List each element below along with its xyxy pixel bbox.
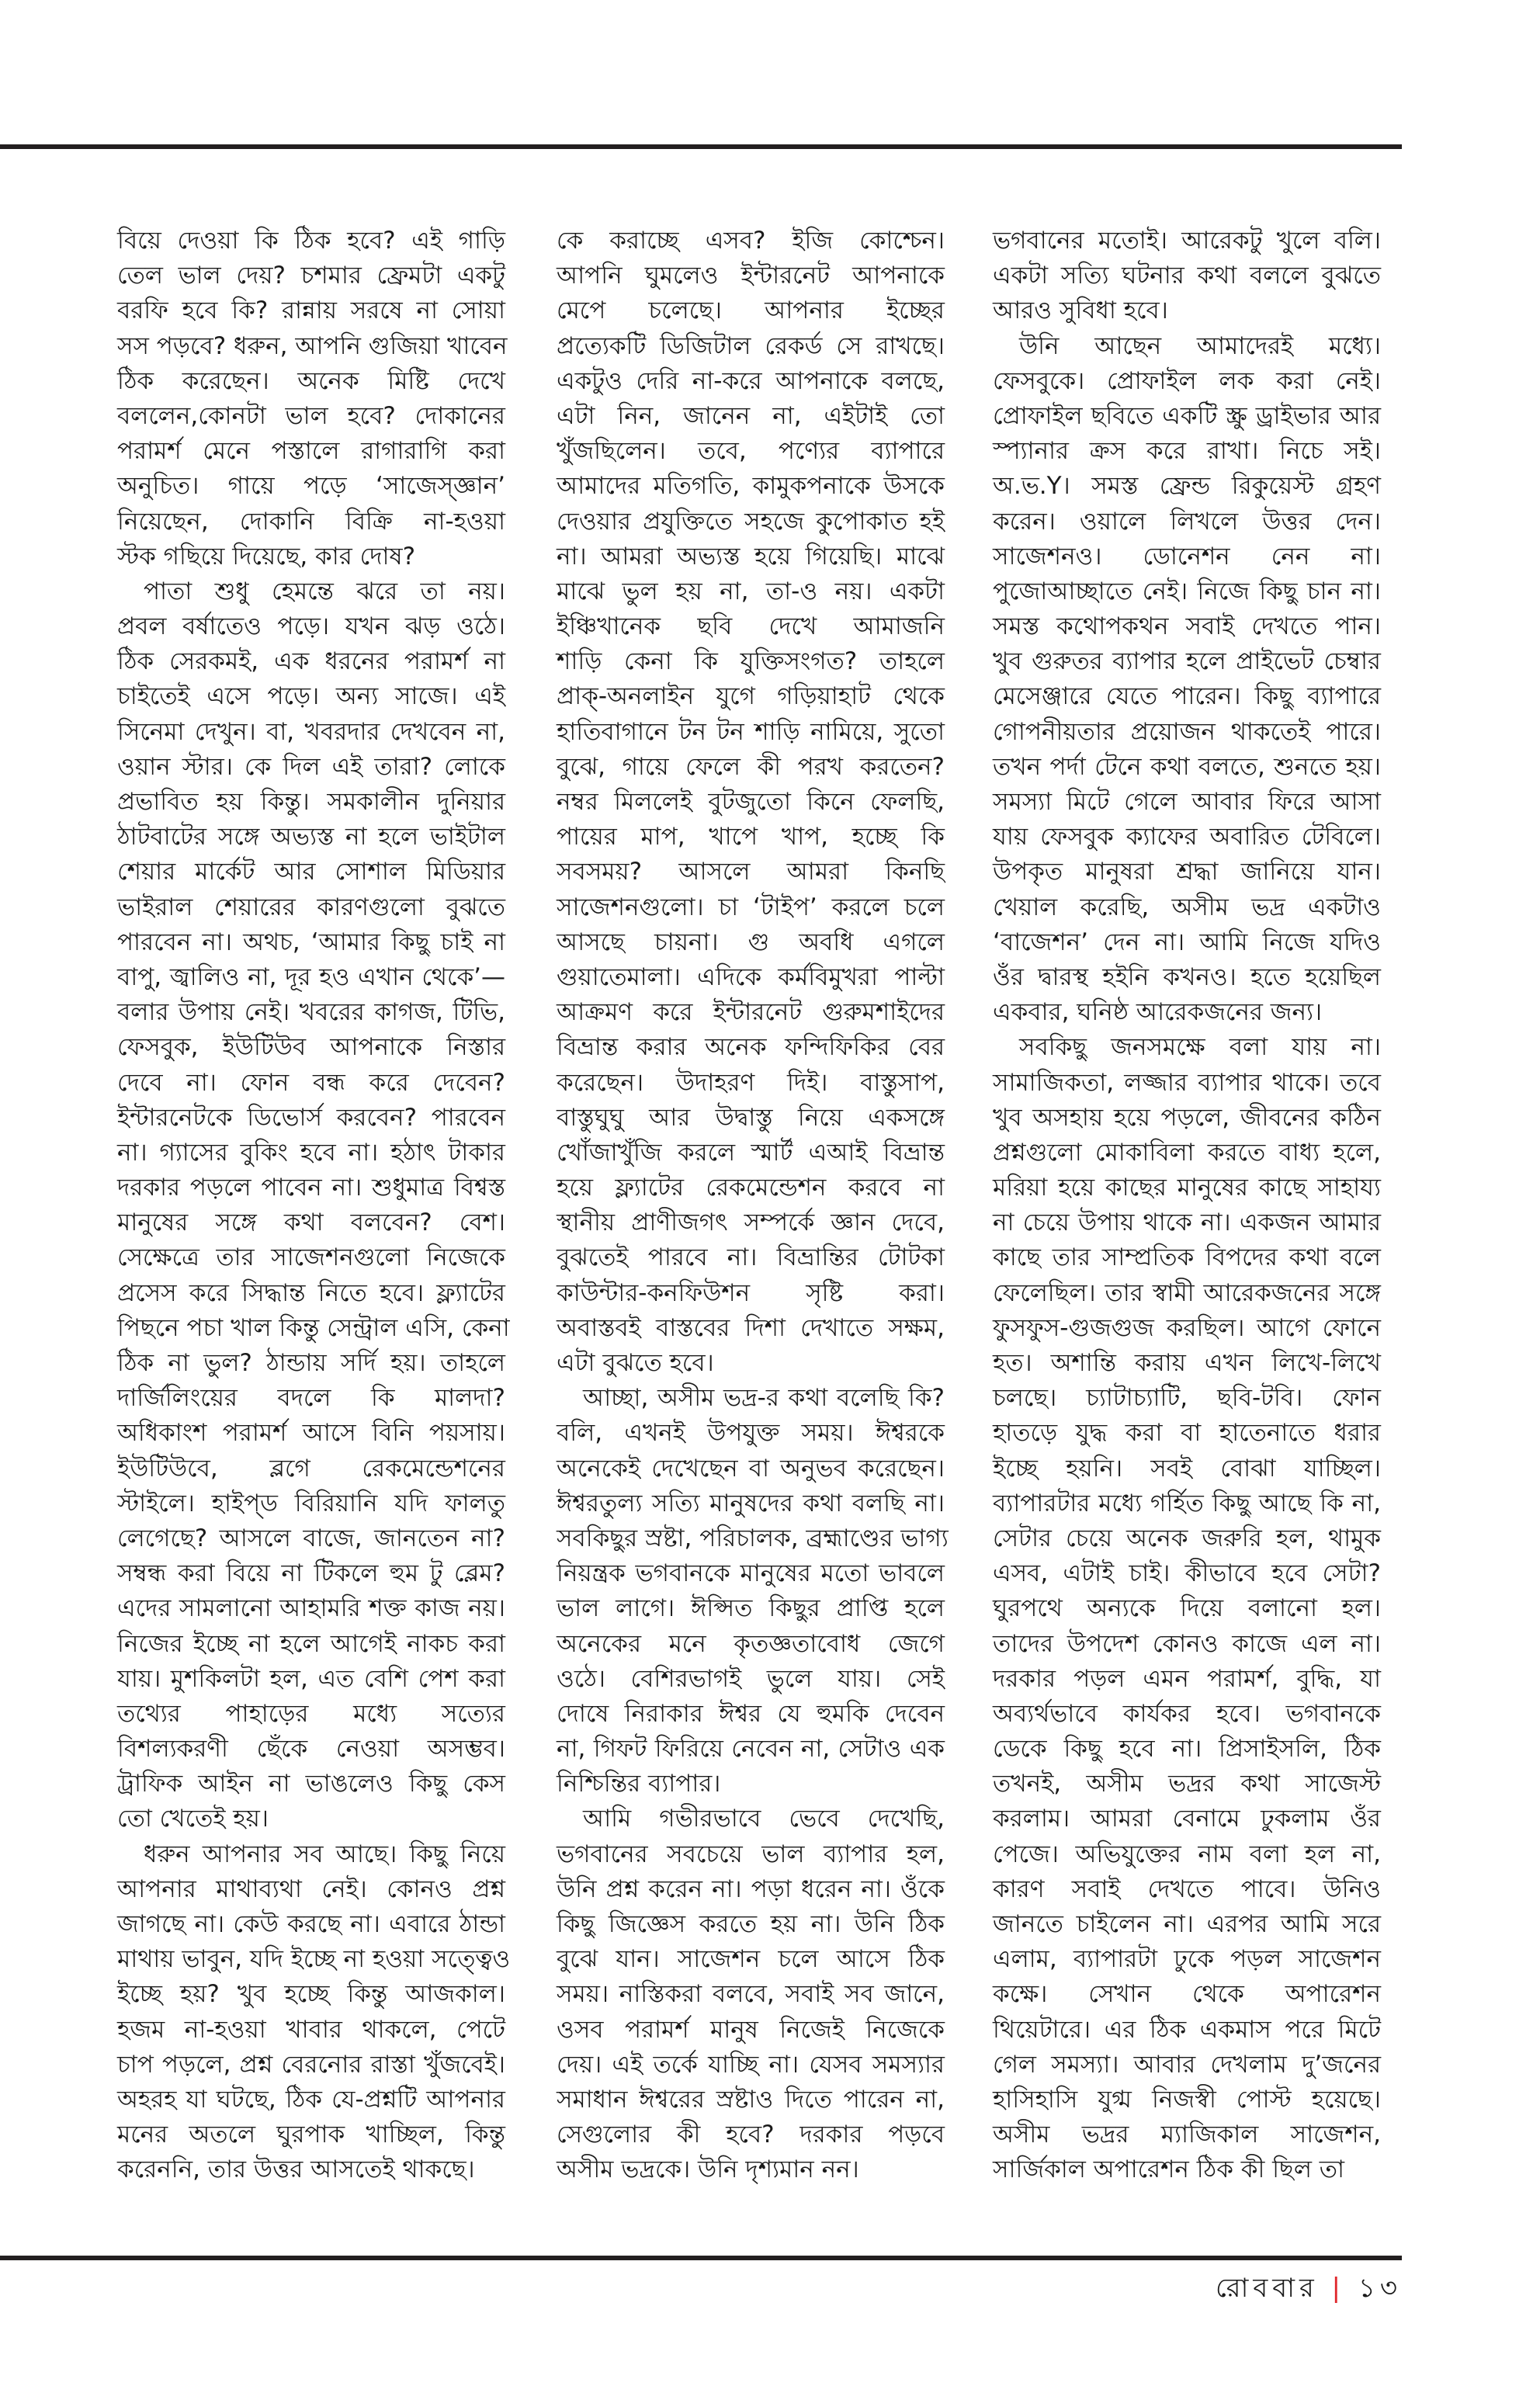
text-line: গেল সমস্যা। আবার দেখলাম দু’জনের xyxy=(993,2050,1381,2079)
text-line: আপনার মাথাব্যথা নেই। কোনও প্রশ্ন xyxy=(117,1875,505,1903)
text-line: হয়ে ফ্ল্যাটের রেকমেন্ডেশন করবে না xyxy=(557,1174,945,1202)
text-line: বিয়ে দেওয়া কি ঠিক হবে? এই গাড়ি xyxy=(117,227,505,255)
page-footer xyxy=(1216,2268,1402,2312)
text-line: দরকার পড়ল এমন পরামর্শ, বুদ্ধি, যা xyxy=(993,1664,1381,1693)
text-line: তেল ভাল দেয়? চশমার ফ্রেমটা একটু xyxy=(117,262,505,290)
text-line: ফেলেছিল। তার স্বামী আরেকজনের সঙ্গে xyxy=(993,1278,1381,1307)
text-line: মেসেঞ্জারে যেতে পারেন। কিছু ব্যাপারে xyxy=(993,682,1381,711)
text-line: অবাস্তবই বাস্তবের দিশা দেখাতে সক্ষম, xyxy=(557,1313,945,1342)
text-line: দরকার পড়লে পাবেন না। শুধুমাত্র বিশ্বস্ত xyxy=(117,1174,505,1202)
text-line: না, গিফট ফিরিয়ে নেবেন না, সেটাও এক xyxy=(557,1735,945,1764)
text-line: দেবে না। ফোন বন্ধ করে দেবেন? xyxy=(117,1068,505,1097)
text-line: ট্রাফিক আইন না ভাঙলেও কিছু কেস xyxy=(117,1770,505,1798)
text-line: বাপু, জ্বালিও না, দূর হও এখান থেকে’— xyxy=(117,962,505,991)
text-line: করেন। ওয়ালে লিখলে উত্তর দেন। xyxy=(993,507,1381,536)
text-line: ইচ্ছে হয়? খুব হচ্ছে কিন্তু আজকাল। xyxy=(117,1980,505,2009)
text-line: কিছু জিজ্ঞেস করতে হয় না। উনি ঠিক xyxy=(557,1910,945,1938)
text-line: তাদের উপদেশ কোনও কাজে এল না। xyxy=(993,1629,1381,1658)
text-line: ঠাটবাটের সঙ্গে অভ্যস্ত না হলে ভাইটাল xyxy=(117,823,505,851)
text-line: প্রোফাইল ছবিতে একটি স্ক্রু ড্রাইভার আর xyxy=(993,401,1381,430)
text-line: প্রভাবিত হয় কিন্তু। সমকালীন দুনিয়ার xyxy=(117,788,505,816)
text-line: দার্জিলিংয়ের বদলে কি মালদা? xyxy=(117,1384,505,1413)
top-rule xyxy=(0,144,1402,149)
text-line: হাতিবাগানে টন টন শাড়ি নামিয়ে, সুতো xyxy=(557,717,945,746)
text-line: খেয়াল করেছি, অসীম ভদ্র একটাও xyxy=(993,893,1381,921)
text-line: বলি, এখনই উপযুক্ত সময়। ঈশ্বরকে xyxy=(557,1419,945,1448)
text-line: আমাদের মতিগতি, কামুকপনাকে উসকে xyxy=(557,472,945,501)
text-line: স্প্যানার ক্রস করে রাখা। নিচে সই। xyxy=(993,437,1381,466)
text-line: পিছনে পচা খাল কিন্তু সেন্ট্রাল এসি, কেনা xyxy=(117,1313,510,1342)
text-line: ইন্টারনেটকে ডিভোর্স করবেন? পারবেন xyxy=(117,1103,505,1132)
text-line: সবকিছুর স্রষ্টা, পরিচালক, ব্রহ্মাণ্ডের ভাগ্য xyxy=(557,1524,949,1552)
text-line: তো খেতেই হয়। xyxy=(117,1805,269,1833)
text-line: একটুও দেরি না-করে আপনাকে বলছে, xyxy=(557,366,945,395)
text-line: অসীম ভদ্রর ম্যাজিকাল সাজেশন, xyxy=(993,2121,1381,2149)
text-line: জানতে চাইলেন না। এরপর আমি সরে xyxy=(993,1910,1381,1938)
text-line: ফেসবুক, ইউটিউব আপনাকে নিস্তার xyxy=(117,1033,505,1062)
text-line: দেওয়ার প্রযুক্তিতে সহজে কুপোকাত হই xyxy=(557,507,945,536)
text-line: থিয়েটারে। এর ঠিক একমাস পরে মিটে xyxy=(993,2015,1381,2044)
text-line: বাস্তুঘুঘু আর উদ্বাস্তু নিয়ে একসঙ্গে xyxy=(557,1103,945,1132)
text-line: তখনই, অসীম ভদ্রর কথা সাজেস্ট xyxy=(993,1770,1381,1798)
text-line: ডেকে কিছু হবে না। প্রিসাইসলি, ঠিক xyxy=(993,1735,1381,1764)
text-line: সবকিছু জনসমক্ষে বলা যায় না। xyxy=(1019,1033,1381,1062)
text-line: মানুষের সঙ্গে কথা বলবেন? বেশ। xyxy=(117,1209,505,1237)
text-line: নিজের ইচ্ছে না হলে আগেই নাকচ করা xyxy=(117,1629,505,1658)
text-line: অসীম ভদ্রকে। উনি দৃশ্যমান নন। xyxy=(557,2155,859,2184)
text-line: ভাইরাল শেয়ারের কারণগুলো বুঝতে xyxy=(117,893,505,921)
text-line: অব্যর্থভাবে কার্যকর হবে। ভগবানকে xyxy=(993,1699,1381,1728)
text-line: সাজেশনগুলো। চা ‘টাইপ’ করলে চলে xyxy=(557,893,945,921)
text-line: প্রসেস করে সিদ্ধান্ত নিতে হবে। ফ্ল্যাটের xyxy=(117,1278,505,1307)
text-line: সেটার চেয়ে অনেক জরুরি হল, থামুক xyxy=(993,1524,1381,1552)
text-line: ‘বাজেশন’ দেন না। আমি নিজে যদিও xyxy=(993,928,1381,956)
text-line: অ.ভ.Y। সমস্ত ফ্রেন্ড রিকুয়েস্ট গ্রহণ xyxy=(993,472,1381,501)
text-line: কে করাচ্ছে এসব? ইজি কোশ্চেন। xyxy=(557,227,945,255)
text-line: ঠিক করেছেন। অনেক মিষ্টি দেখে xyxy=(117,366,505,395)
text-line: হাসিহাসি যুগ্ম নিজস্বী পোস্ট হয়েছে। xyxy=(993,2085,1381,2114)
text-line: নিয়েছেন, দোকানি বিক্রি না-হওয়া xyxy=(117,507,505,536)
text-line: বললেন,কোনটা ভাল হবে? দোকানের xyxy=(117,401,505,430)
text-line: খুব গুরুতর ব্যাপার হলে প্রাইভেট চেম্বার xyxy=(993,647,1381,676)
text-line: ওঁর দ্বারস্থ হইনি কখনও। হতে হয়েছিল xyxy=(993,962,1381,991)
text-line: হাতড়ে যুদ্ধ করা বা হাতেনাতে ধরার xyxy=(993,1419,1381,1448)
text-line: মাঝে ভুল হয় না, তা-ও নয়। একটা xyxy=(557,577,945,605)
text-line: সমস্ত কথোপকথন সবাই দেখতে পান। xyxy=(993,612,1381,641)
text-line: করলাম। আমরা বেনামে ঢুকলাম ওঁর xyxy=(993,1805,1381,1833)
text-line: একটা সত্যি ঘটনার কথা বললে বুঝতে xyxy=(993,262,1381,290)
text-line: না। গ্যাসের বুকিং হবে না। হঠাৎ টাকার xyxy=(117,1138,505,1167)
text-line: প্রবল বর্ষাতেও পড়ে। যখন ঝড় ওঠে। xyxy=(117,612,505,641)
text-line: বুঝে, গায়ে ফেলে কী পরখ করতেন? xyxy=(557,752,945,781)
magazine-name: রোববার xyxy=(1215,2273,1319,2304)
text-line: ঘুরপথে অন্যকে দিয়ে বলানো হল। xyxy=(993,1594,1381,1623)
text-line: সবসময়? আসলে আমরা কিনছি xyxy=(557,858,945,886)
text-line: স্টাইলে। হাইপ্‌ড বিরিয়ানি যদি ফালতু xyxy=(117,1489,505,1517)
text-line: তখন পর্দা টেনে কথা বলতে, শুনতে হয়। xyxy=(993,752,1381,781)
text-line: সমাধান ঈশ্বরের স্রষ্টাও দিতে পারেন না, xyxy=(557,2085,945,2114)
text-line: অধিকাংশ পরামর্শ আসে বিনি পয়সায়। xyxy=(117,1419,505,1448)
text-column-3 xyxy=(993,224,1381,2188)
text-line: প্রাক্‌-অনলাইন যুগে গড়িয়াহাট থেকে xyxy=(557,682,945,711)
text-line: শেয়ার মার্কেট আর সোশাল মিডিয়ার xyxy=(117,858,505,886)
text-line: করেছেন। উদাহরণ দিই। বাস্তুসাপ, xyxy=(557,1068,945,1097)
text-line: অহরহ যা ঘটছে, ঠিক যে-প্রশ্নটি আপনার xyxy=(117,2085,505,2114)
text-line: যায় ফেসবুক ক্যাফের অবারিত টেবিলে। xyxy=(993,823,1381,851)
text-line: ওঠে। বেশিরভাগই ভুলে যায়। সেই xyxy=(557,1664,945,1693)
text-line: এদের সামলানো আহামরি শক্ত কাজ নয়। xyxy=(117,1594,505,1623)
text-line: না চেয়ে উপায় থাকে না। একজন আমার xyxy=(993,1209,1381,1237)
text-line: আসছে চায়না। গু অবধি এগলে xyxy=(557,928,945,956)
text-line: সম্বন্ধ করা বিয়ে না টিকলে হুম টু ব্লেম? xyxy=(117,1559,505,1588)
text-line: খুঁজছিলেন। তবে, পণ্যের ব্যাপারে xyxy=(557,437,945,466)
text-line: অনুচিত। গায়ে পড়ে ‘সাজেস্‌জ্ঞান’ xyxy=(117,472,505,501)
text-line: কাউন্টার-কনফিউশন সৃষ্টি করা। xyxy=(557,1278,945,1307)
text-line: ভাল লাগে। ঈপ্সিত কিছুর প্রাপ্তি হলে xyxy=(557,1594,945,1623)
text-line: তথ্যের পাহাড়ের মধ্যে সত্যের xyxy=(117,1699,505,1728)
text-line: আরও সুবিধা হবে। xyxy=(993,297,1168,325)
text-line: এলাম, ব্যাপারটা ঢুকে পড়ল সাজেশন xyxy=(993,1945,1381,1974)
text-line: বুঝতেই পারবে না। বিভ্রান্তির টোটকা xyxy=(557,1243,945,1272)
text-line: চলছে। চ্যাটাচ্যাটি, ছবি-টবি। ফোন xyxy=(993,1384,1381,1413)
text-line: সার্জিকাল অপারেশন ঠিক কী ছিল তা xyxy=(993,2155,1345,2184)
text-line: লেগেছে? আসলে বাজে, জানতেন না? xyxy=(117,1524,505,1552)
text-line: করেননি, তার উত্তর আসতেই থাকছে। xyxy=(117,2155,475,2184)
text-line: শাড়ি কেনা কি যুক্তিসংগত? তাহলে xyxy=(557,647,945,676)
text-line: ইঞ্চিখানেক ছবি দেখে আমাজনি xyxy=(557,612,945,641)
text-line: ইচ্ছে হয়নি। সবই বোঝা যাচ্ছিল। xyxy=(993,1454,1381,1483)
text-line: ব্যাপারটার মধ্যে গর্হিত কিছু আছে কি না, xyxy=(993,1489,1381,1517)
text-line: পরামর্শ মেনে পস্তালে রাগারাগি করা xyxy=(117,437,505,466)
text-line: কারণ সবাই দেখতে পাবে। উনিও xyxy=(993,1875,1381,1903)
text-line: স্টক গছিয়ে দিয়েছে, কার দোষ? xyxy=(117,542,416,571)
footer-separator: | xyxy=(1331,2273,1346,2304)
text-line: আমি গভীরভাবে ভেবে দেখেছি, xyxy=(583,1805,945,1833)
text-line: প্রত্যেকটি ডিজিটাল রেকর্ড সে রাখছে। xyxy=(557,331,945,360)
text-line: অনেকের মনে কৃতজ্ঞতাবোধ জেগে xyxy=(557,1629,945,1658)
text-line: ভগবানের মতোই। আরেকটু খুলে বলি। xyxy=(993,227,1381,255)
text-line: মেপে চলেছে। আপনার ইচ্ছের xyxy=(557,297,945,325)
text-line: সমস্যা মিটে গেলে আবার ফিরে আসা xyxy=(993,788,1381,816)
text-line: গুয়াতেমালা। এদিকে কর্মবিমুখরা পাল্টা xyxy=(557,962,945,991)
text-line: সামাজিকতা, লজ্জার ব্যাপার থাকে। তবে xyxy=(993,1068,1381,1097)
text-line: সময়। নাস্তিকরা বলবে, সবাই সব জানে, xyxy=(557,1980,945,2009)
text-line: আপনি ঘুমলেও ইন্টারনেট আপনাকে xyxy=(557,262,945,290)
text-line: জাগছে না। কেউ করছে না। এবারে ঠান্ডা xyxy=(117,1910,505,1938)
text-line: এসব, এটাই চাই। কীভাবে হবে সেটা? xyxy=(993,1559,1381,1588)
text-line: ফুসফুস-গুজগুজ করছিল। আগে ফোনে xyxy=(993,1313,1381,1342)
text-line: এটা বুঝতে হবে। xyxy=(557,1349,714,1377)
text-line: ফেসবুকে। প্রোফাইল লক করা নেই। xyxy=(993,366,1381,395)
text-line: উনি আছেন আমাদেরই মধ্যে। xyxy=(1019,331,1381,360)
text-line: বরফি হবে কি? রান্নায় সরষে না সোয়া xyxy=(117,297,505,325)
text-line: সেক্ষেত্রে তার সাজেশনগুলো নিজেকে xyxy=(117,1243,505,1272)
text-line: ওসব পরামর্শ মানুষ নিজেই নিজেকে xyxy=(557,2015,945,2044)
text-line: পাতা শুধু হেমন্তে ঝরে তা নয়। xyxy=(144,577,505,605)
text-line: বিশল্যকরণী ছেঁকে নেওয়া অসম্ভব। xyxy=(117,1735,505,1764)
text-line: ধরুন আপনার সব আছে। কিছু নিয়ে xyxy=(144,1840,505,1868)
text-line: উপকৃত মানুষরা শ্রদ্ধা জানিয়ে যান। xyxy=(993,858,1381,886)
text-line: মরিয়া হয়ে কাছের মানুষের কাছে সাহায্য xyxy=(993,1174,1381,1202)
text-line: বলার উপায় নেই। খবরের কাগজ, টিভি, xyxy=(117,998,505,1027)
text-line: নম্বর মিললেই বুটজুতো কিনে ফেলছি, xyxy=(557,788,945,816)
text-line: নিশ্চিন্তির ব্যাপার। xyxy=(557,1770,721,1798)
text-line: প্রশ্নগুলো মোকাবিলা করতে বাধ্য হলে, xyxy=(993,1138,1381,1167)
text-line: হত। অশান্তি করায় এখন লিখে-লিখে xyxy=(993,1349,1381,1377)
text-line: ভগবানের সবচেয়ে ভাল ব্যাপার হল, xyxy=(557,1840,945,1868)
text-line: আচ্ছা, অসীম ভদ্র-র কথা বলেছি কি? xyxy=(583,1384,945,1413)
text-line: খোঁজাখুঁজি করলে স্মার্ট এআই বিভ্রান্ত xyxy=(557,1138,945,1167)
text-line: সিনেমা দেখুন। বা, খবরদার দেখবেন না, xyxy=(117,717,505,746)
text-line: আক্রমণ করে ইন্টারনেট গুরুমশাইদের xyxy=(557,998,945,1027)
text-line: কক্ষে। সেখান থেকে অপারেশন xyxy=(993,1980,1381,2009)
text-line: মনের অতলে ঘুরপাক খাচ্ছিল, কিন্তু xyxy=(117,2121,505,2149)
text-line: অনেকেই দেখেছেন বা অনুভব করেছেন। xyxy=(557,1454,945,1483)
text-line: সেগুলোর কী হবে? দরকার পড়বে xyxy=(557,2121,945,2149)
text-line: ঠিক না ভুল? ঠান্ডায় সর্দি হয়। তাহলে xyxy=(117,1349,505,1377)
text-line: পায়ের মাপ, খাপে খাপ, হচ্ছে কি xyxy=(557,823,945,851)
text-line: ইউটিউবে, ব্লগে রেকমেন্ডেশনের xyxy=(117,1454,505,1483)
text-line: ওয়ান স্টার। কে দিল এই তারা? লোকে xyxy=(117,752,505,781)
text-line: পারবেন না। অথচ, ‘আমার কিছু চাই না xyxy=(117,928,505,956)
text-line: সস পড়বে? ধরুন, আপনি গুজিয়া খাবেন xyxy=(117,331,508,360)
text-line: যায়। মুশকিলটা হল, এত বেশি পেশ করা xyxy=(117,1664,505,1693)
text-line: পেজে। অভিযুক্তের নাম বলা হল না, xyxy=(993,1840,1381,1868)
text-line: সাজেশনও। ডোনেশন নেন না। xyxy=(993,542,1381,571)
text-line: একবার, ঘনিষ্ঠ আরেকজনের জন্য। xyxy=(993,998,1323,1027)
text-line: উনি প্রশ্ন করেন না। পড়া ধরেন না। ওঁকে xyxy=(557,1875,945,1903)
text-line: চাইতেই এসে পড়ে। অন্য সাজে। এই xyxy=(117,682,505,711)
text-line: না। আমরা অভ্যস্ত হয়ে গিয়েছি। মাঝে xyxy=(557,542,945,571)
text-line: দেয়। এই তর্কে যাচ্ছি না। যেসব সমস্যার xyxy=(557,2050,945,2079)
text-line: ঈশ্বরতুল্য সত্যি মানুষদের কথা বলছি না। xyxy=(557,1489,945,1517)
text-line: চাপ পড়লে, প্রশ্ন বেরনোর রাস্তা খুঁজবেই। xyxy=(117,2050,505,2079)
text-line: হজম না-হওয়া খাবার থাকলে, পেটে xyxy=(117,2015,505,2044)
text-line: নিয়ন্ত্রক ভগবানকে মানুষের মতো ভাবলে xyxy=(557,1559,945,1588)
text-line: এটা নিন, জানেন না, এইটাই তো xyxy=(557,401,945,430)
page-number: ১৩ xyxy=(1358,2273,1402,2304)
text-line: বুঝে যান। সাজেশন চলে আসে ঠিক xyxy=(557,1945,945,1974)
text-column-2 xyxy=(557,224,949,2188)
bottom-rule xyxy=(0,2256,1402,2260)
text-column-1 xyxy=(117,224,511,2188)
text-line: পুজোআচ্ছাতে নেই। নিজে কিছু চান না। xyxy=(993,577,1381,605)
text-line: মাথায় ভাবুন, যদি ইচ্ছে না হওয়া সত্ত্বেও xyxy=(117,1945,511,1974)
text-line: দোষে নিরাকার ঈশ্বর যে হুমকি দেবেন xyxy=(557,1699,945,1728)
text-line: বিভ্রান্ত করার অনেক ফন্দিফিকির বের xyxy=(557,1033,945,1062)
text-line: কাছে তার সাম্প্রতিক বিপদের কথা বলে xyxy=(993,1243,1381,1272)
text-line: ঠিক সেরকমই, এক ধরনের পরামর্শ না xyxy=(117,647,505,676)
text-line: খুব অসহায় হয়ে পড়লে, জীবনের কঠিন xyxy=(993,1103,1381,1132)
text-line: গোপনীয়তার প্রয়োজন থাকতেই পারে। xyxy=(993,717,1381,746)
text-line: স্থানীয় প্রাণীজগৎ সম্পর্কে জ্ঞান দেবে, xyxy=(557,1209,945,1237)
